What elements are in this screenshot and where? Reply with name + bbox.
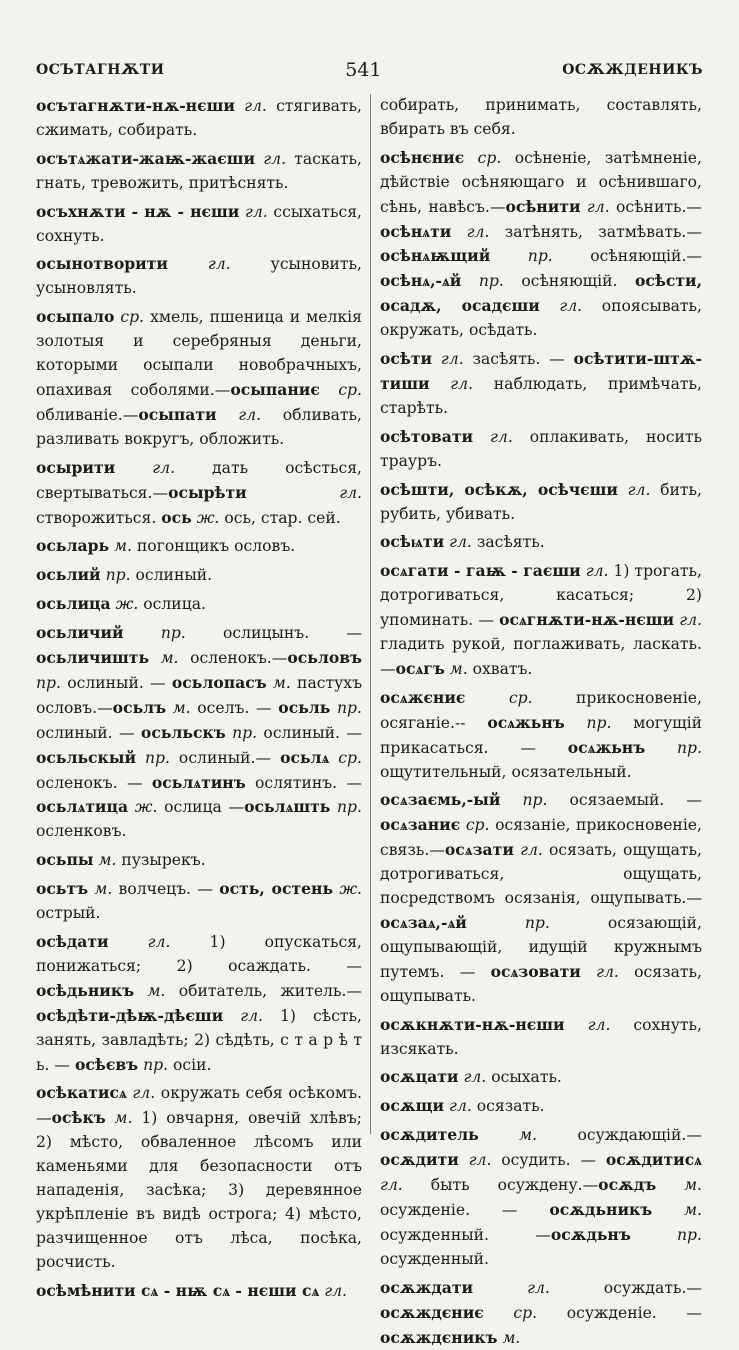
definition-text: осѣняющій.— (552, 247, 702, 266)
dictionary-entry (380, 530, 702, 555)
grammar-label: гл. (458, 1068, 487, 1087)
dictionary-entry (380, 478, 702, 527)
headword: осѣтити-штѫ-тиши (380, 349, 702, 393)
headword: осьловъ (287, 648, 363, 668)
page-header (36, 58, 703, 82)
column-divider (370, 94, 371, 1134)
definition-text: осленокъ.— (178, 649, 288, 668)
grammar-label: гл. (246, 483, 362, 502)
definition-text: затѣнять, затмѣвать.— (489, 222, 702, 241)
definition-text: осужденный. — (380, 1225, 551, 1244)
grammar-label: гл. (580, 197, 610, 216)
grammar-label: гл. (115, 458, 176, 477)
grammar-label: ср. (114, 308, 145, 327)
dictionary-entry (380, 1123, 702, 1271)
grammar-label: пр. (645, 738, 702, 757)
grammar-label: гл. (429, 374, 474, 393)
definition-text: ослица. (138, 595, 206, 614)
headword: осътѧжати-жаѭ-жаєши (36, 148, 256, 168)
headword: осѫдьникъ (549, 1199, 653, 1219)
headword: осѫждати (380, 1277, 474, 1297)
grammar-label: м. (266, 673, 291, 692)
definition-text: ослятинъ. — (245, 773, 362, 792)
definition-text: ощутительный, осязательный. (380, 762, 632, 781)
headword: осѧжєниє (380, 687, 466, 707)
dictionary-entry (36, 534, 362, 559)
definition-text: пастухъ ословъ.— (36, 673, 362, 717)
definition-text: ось, стар. сей. (219, 508, 341, 527)
grammar-label: пр. (123, 624, 186, 643)
definition-text: ослицынъ. — (185, 624, 362, 643)
dictionary-entry (380, 1065, 702, 1090)
headword: осьпы (36, 850, 94, 870)
dictionary-entry (380, 1094, 702, 1119)
grammar-label: ср. (465, 688, 533, 707)
definition-text: ослиный. (130, 566, 213, 585)
dictionary-entry (380, 559, 702, 682)
definition-text: 1) овчарня, овечій хлѣвъ; 2) мѣсто, обваленное лѣсомъ или каменьями для безопасности отъ нападенія, засѣка; 3) деревянное укрѣпленіе въ видѣ острога; 4) мѣсто, разчищенное отъ лѣса, посѣка, росчисть. (36, 1109, 363, 1271)
grammar-label: м. (105, 1109, 133, 1128)
headword: осѣкатисѧ (36, 1083, 127, 1103)
dictionary-entry (380, 94, 702, 142)
grammar-label: ср. (483, 1303, 538, 1322)
grammar-label: гл. (444, 1097, 472, 1116)
definition-text: осужденный. (380, 1249, 490, 1268)
definition-text: ослиный. — (257, 723, 362, 742)
definition-text: осужденіе. — (537, 1303, 702, 1322)
headword: осѣтовати (380, 426, 474, 446)
headword: осьлий (36, 565, 101, 585)
definition-text: осѣняющій. (503, 272, 635, 291)
grammar-label: гл. (432, 350, 464, 369)
grammar-label: пр. (136, 748, 170, 767)
headword: осьльскый (36, 747, 137, 767)
headword: осѫдитель (380, 1125, 479, 1145)
definition-text: охватъ. (467, 659, 533, 678)
definition-text: ослиный. — (60, 673, 172, 692)
grammar-label: пр. (630, 1225, 702, 1244)
headword: осьлѧтица (36, 797, 129, 817)
grammar-label: м. (166, 698, 191, 717)
grammar-label: пр. (138, 1055, 169, 1074)
headword: осьлѧ (280, 747, 330, 767)
headword: осѣти (380, 349, 433, 369)
dictionary-entry (36, 877, 362, 926)
headword: осѣнити (505, 196, 581, 216)
headword: осътагнѫти-нѫ-нєши (36, 96, 235, 115)
definition-text: осыхать. (486, 1068, 562, 1087)
grammar-label: гл. (564, 1015, 611, 1034)
grammar-label: м. (109, 537, 132, 556)
grammar-label: ж. (191, 508, 220, 527)
headword: осѧжьнъ (567, 737, 646, 757)
grammar-label: пр. (330, 798, 362, 817)
grammar-label: гл. (458, 1151, 492, 1170)
definition-text: осуждающій.— (537, 1126, 702, 1145)
definition-text: собирать, принимать, составлять, вбирать въ себя. (380, 96, 702, 138)
definition-text: осудить. — (491, 1151, 606, 1170)
dictionary-entry (380, 1276, 702, 1350)
definition-text: 1) трогать, дотрогиваться, касаться; 2) упоминать. — (380, 562, 702, 630)
headword: осьличишть (36, 648, 150, 668)
headword: осѣдати (36, 932, 109, 951)
headword: осѧзаниє (380, 815, 461, 835)
definition-text: обливаніе.— (36, 405, 139, 424)
headword: осѫдити (380, 1150, 459, 1170)
grammar-label: гл. (451, 222, 490, 241)
grammar-label: гл. (223, 1006, 263, 1025)
headword: осьларь (36, 536, 110, 556)
headword: осѣнѧ,-ѧй (380, 271, 462, 291)
grammar-label: пр. (500, 791, 548, 810)
grammar-label: гл. (239, 202, 268, 221)
definition-text: осязающій, ощупывающій, идущій кружнымъ путемъ. — (380, 914, 702, 981)
headword: осѧзовати (490, 961, 581, 981)
grammar-label: гл. (617, 480, 651, 499)
definition-text: острый. (36, 904, 101, 923)
headword: осѣшти, осѣкѫ, осѣчєши (380, 479, 618, 499)
definition-text: осленокъ. — (36, 773, 152, 792)
definition-text: осѣнить.— (609, 197, 703, 216)
grammar-label: гл. (108, 933, 171, 951)
definition-text: засѣять. (471, 533, 545, 552)
headword: осѧзати (444, 840, 514, 860)
grammar-label: м. (656, 1176, 702, 1195)
headword: осъхнѫти - нѫ - нєши (36, 201, 240, 221)
definition-text: осязать, ощущать, дотрогиваться, ощущать, посредствомъ осязанія, ощупывать.— (380, 841, 702, 908)
grammar-label: гл. (167, 255, 231, 274)
dictionary-entry (36, 305, 362, 451)
grammar-label: м. (652, 1200, 703, 1219)
headword: осыпаниє (230, 379, 320, 399)
headword: осьлѧшть (244, 797, 331, 817)
grammar-label: гл. (234, 97, 267, 115)
headword: осѧжьнъ (487, 712, 565, 732)
grammar-label: гл. (513, 841, 543, 860)
grammar-label: м. (134, 981, 166, 1000)
grammar-label: м. (93, 851, 117, 870)
grammar-label: пр. (466, 914, 550, 932)
grammar-label: пр. (490, 247, 553, 266)
headword: осьль (278, 697, 331, 717)
dictionary-entry (36, 930, 362, 1077)
definition-text: осязаемый. — (547, 791, 702, 810)
dictionary-entry (36, 147, 362, 196)
grammar-label: м. (478, 1126, 538, 1145)
headword: осѣсти, осадѫ, осадєши (380, 271, 702, 316)
page-number: 541 (345, 59, 382, 81)
definition-text: засѣять. — (463, 350, 574, 369)
headword: осѫкнѫти-нѫ-нєши (380, 1014, 565, 1034)
definition-text: усыновить, усыновлять. (36, 255, 362, 298)
grammar-label: гл. (539, 297, 583, 316)
headword: осынотворити (36, 254, 168, 274)
definition-text: ослиный.— (169, 748, 281, 767)
definition-text: 1) сѣсть, занять, завладѣть; 2) сѣдѣть, с т а р ѣ т ь. — (36, 1006, 362, 1074)
headword: ость, остень (219, 879, 334, 899)
definition-text: оплакивать, носить трауръ. (380, 427, 702, 470)
definition-text: осѣненіе, затѣмненіе, дѣйствіе осѣняющаго и осѣнившаго, сѣнь, навѣсъ.— (380, 148, 702, 216)
grammar-label: гл. (319, 1281, 348, 1300)
definition-text: осязать. (471, 1097, 545, 1116)
dictionary-entry (380, 425, 702, 474)
definition-text: осязаніе, прикосновеніе, связь.— (380, 816, 702, 860)
dictionary-entry (36, 1081, 362, 1274)
grammar-label: гл. (216, 405, 262, 424)
dictionary-entry (380, 1013, 702, 1062)
grammar-label: м. (88, 880, 113, 899)
definition-text: окружать себя осѣкомъ.— (36, 1084, 362, 1128)
definition-text: дать осѣсться, свертываться.— (36, 458, 362, 502)
definition-text: осужденіе. — (380, 1200, 550, 1219)
definition-text: осуждать.— (549, 1278, 702, 1297)
definition-text: осіи. (168, 1055, 212, 1074)
headword: осьличий (36, 623, 124, 643)
grammar-label: ср. (464, 148, 502, 167)
headword: осѫдъ (598, 1175, 657, 1195)
grammar-label: гл. (674, 611, 702, 630)
definition-text: хмель, пшеница и мелкія золотыя и серебряныя деньги, которыми осыпали новобрачныхъ, опахивая соболями.— (36, 308, 362, 399)
right-column (380, 94, 703, 1347)
headword: осѧгнѫти-нѫ-нєши (499, 610, 675, 630)
headword: осѧгати - гаѭ - гаєши (380, 561, 581, 581)
left-column (36, 94, 363, 1300)
headword: осьлъ (112, 697, 167, 717)
headword: осѧзаѧ,-ѧй (380, 913, 467, 932)
definition-text: пузырекъ. (116, 851, 206, 870)
grammar-label: пр. (100, 566, 131, 585)
definition-text: стягивать, сжимать, собирать. (36, 97, 362, 139)
definition-text: гладить рукой, поглаживать, ласкать. — (380, 635, 702, 678)
grammar-label: гл. (255, 149, 287, 168)
dictionary-entry (36, 1279, 362, 1304)
headword: осьлица (36, 594, 111, 614)
dictionary-entry (36, 621, 362, 844)
definition-text: могущій прикасаться. — (380, 713, 702, 757)
definition-text: волчецъ. — (112, 880, 220, 899)
dictionary-entry (380, 146, 702, 343)
dictionary-entry (36, 456, 362, 531)
headword: осѣнєниє (380, 147, 465, 167)
definition-text: сохнуть, изсякать. (380, 1015, 702, 1058)
headword: осыпало (36, 307, 115, 327)
headword: осѣєвъ (74, 1054, 139, 1074)
headword: осьтъ (36, 879, 89, 899)
headword: осѫщи (380, 1096, 445, 1116)
running-head-right: ОСѪЖДЕНИКЪ (562, 62, 703, 78)
definition-text: опоясывать, окружать, осѣдать. (380, 297, 702, 340)
definition-text: обливать, разливать вокругъ, обложить. (36, 405, 362, 448)
headword: осѫдьнъ (550, 1224, 631, 1244)
definition-text: створожиться. (36, 508, 162, 527)
grammar-label: гл. (580, 562, 609, 581)
grammar-label: м. (444, 659, 468, 678)
grammar-label: ср. (329, 748, 362, 767)
dictionary-entry (380, 686, 702, 785)
headword: осырѣти (168, 482, 247, 502)
headword: осѫдитисѧ (605, 1150, 702, 1170)
definition-text: оселъ. — (190, 698, 279, 717)
definition-text: прикосновеніе, осяганіе.-- (380, 688, 702, 732)
headword: осьльскъ (140, 722, 226, 742)
definition-text: бить, рубить, убивать. (380, 480, 702, 523)
grammar-label: гл. (473, 1278, 550, 1297)
definition-text: погонщикъ ословъ. (131, 537, 296, 556)
headword: ось (161, 507, 192, 527)
grammar-label: пр. (330, 698, 362, 717)
grammar-label: гл. (580, 962, 619, 981)
headword: осѣмѣнити сѧ - нѭ сѧ - нєши сѧ (36, 1280, 320, 1300)
definition-text: ослица — (157, 798, 245, 817)
grammar-label: ср. (319, 380, 362, 399)
dictionary-entry (36, 200, 362, 249)
grammar-label: пр. (225, 723, 258, 742)
grammar-label: ж. (128, 798, 158, 817)
grammar-label: ср. (460, 816, 490, 835)
grammar-label: пр. (36, 673, 61, 692)
headword: осьлопасъ (171, 672, 267, 692)
dictionary-entry (36, 848, 362, 873)
headword: осѧзаємь,-ый (380, 790, 501, 810)
dictionary-entry (380, 347, 702, 421)
grammar-label: м. (497, 1328, 521, 1347)
headword: осѣкъ (51, 1108, 106, 1128)
definition-text: осязать, ощупывать. (380, 962, 702, 1005)
grammar-label: пр. (461, 272, 504, 291)
headword: осѣнѧѭщий (380, 246, 491, 266)
headword: осѫцати (380, 1067, 459, 1087)
grammar-label: гл. (126, 1084, 156, 1103)
headword: осѧгъ (395, 658, 445, 678)
headword: осѫждєникъ (380, 1327, 498, 1347)
dictionary-entry (380, 788, 702, 1008)
grammar-label: ж. (333, 880, 363, 899)
dictionary-entry (36, 94, 362, 143)
headword: осѣѩти (380, 532, 445, 552)
definition-text: ссыхаться, сохнуть. (36, 202, 362, 245)
grammar-label: ж. (110, 595, 139, 614)
headword: осьлѧтинъ (151, 772, 246, 792)
headword: осѫждєниє (380, 1302, 484, 1322)
headword: осѣдьникъ (36, 980, 135, 1000)
headword: осѣнѧти (380, 221, 452, 241)
dictionary-entry (36, 563, 362, 588)
grammar-label: м. (149, 649, 179, 668)
grammar-label: пр. (564, 713, 612, 732)
definition-text: 1) опускаться, понижаться; 2) осаждать. — (36, 933, 362, 975)
headword: осыпати (138, 404, 217, 424)
definition-text: осленковъ. (36, 822, 127, 841)
headword: осырити (36, 457, 116, 477)
dictionary-entry (36, 592, 362, 617)
definition-text: наблюдать, примѣчать, старѣть. (380, 374, 702, 417)
grammar-label: гл. (444, 533, 472, 552)
definition-text: быть осуждену.— (402, 1176, 599, 1195)
grammar-label: гл. (380, 1176, 403, 1195)
definition-text: обитатель, житель.— (165, 981, 362, 1000)
definition-text: ослиный. — (36, 723, 141, 742)
grammar-label: гл. (473, 427, 513, 446)
running-head-left: ОСЪТАГНѪТИ (36, 62, 165, 78)
dictionary-entry (36, 252, 362, 301)
definition-text: таскать, гнать, тревожить, притѣснять. (36, 149, 362, 192)
headword: осѣдѣти-дѣѭ-дѣєши (36, 1005, 224, 1025)
